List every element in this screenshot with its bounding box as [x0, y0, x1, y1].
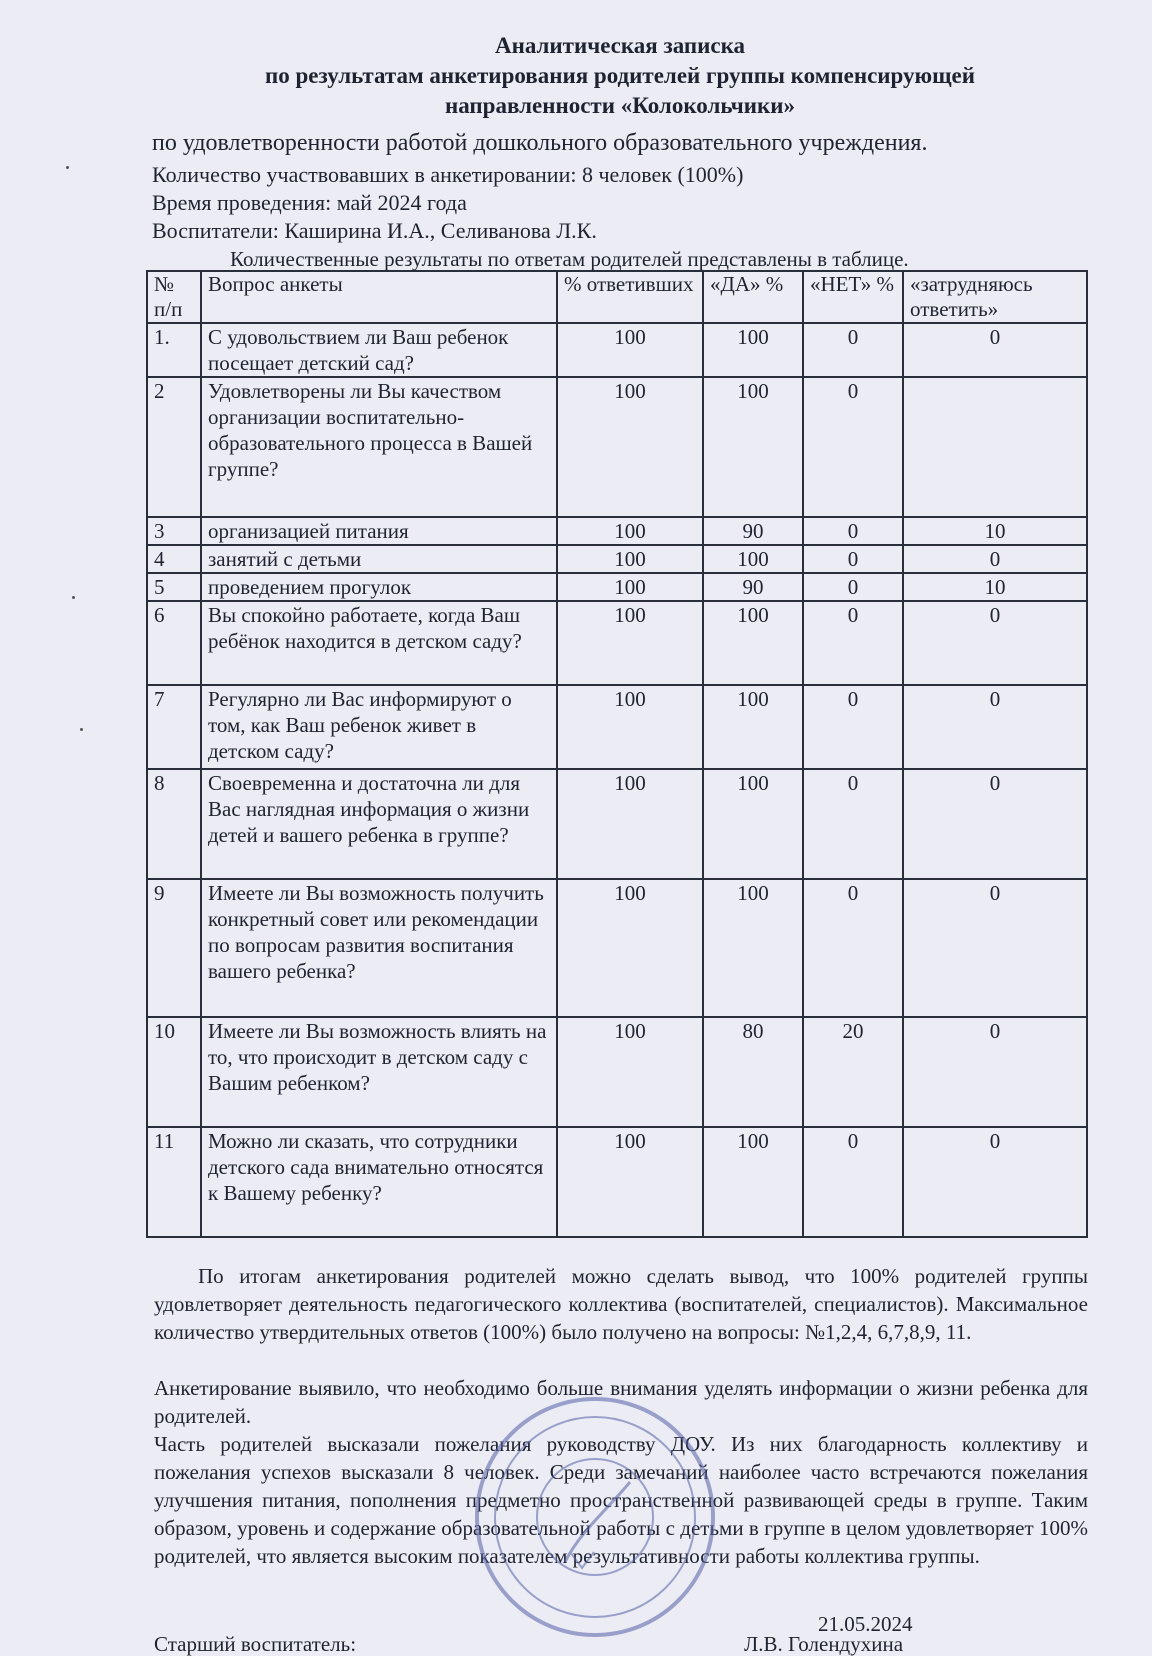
table-row [147, 323, 1087, 377]
row-no-pct: 0 [803, 601, 903, 685]
row-no-pct: 0 [803, 769, 903, 879]
row-hard-pct [903, 377, 1087, 517]
row-yes-pct: 100 [703, 377, 803, 517]
row-answered-pct: 100 [557, 517, 703, 545]
row-number: 8 [147, 769, 201, 879]
row-answered-pct: 100 [557, 573, 703, 601]
row-question: Вы спокойно работаете, когда Ваш ребёнок находится в детском саду? [201, 601, 557, 685]
row-no-pct: 0 [803, 545, 903, 573]
doc-title-line2: по результатам анкетирования родителей группы компенсирующей [265, 63, 975, 88]
table-row [147, 1017, 1087, 1127]
table-row [147, 517, 1087, 545]
row-hard-pct: 0 [903, 879, 1087, 1017]
row-number: 2 [147, 377, 201, 517]
col-header-number: № п/п [147, 271, 201, 323]
row-hard-pct: 0 [903, 545, 1087, 573]
row-answered-pct: 100 [557, 601, 703, 685]
row-yes-pct: 100 [703, 879, 803, 1017]
signature-role: Старший воспитатель: [154, 1632, 357, 1656]
row-number: 3 [147, 517, 201, 545]
table-row [147, 1127, 1087, 1237]
participants-count: Количество участвовавших в анкетировании: 8 человек (100%) [152, 162, 744, 187]
row-yes-pct: 100 [703, 1127, 803, 1237]
scan-speck [80, 728, 83, 731]
row-yes-pct: 80 [703, 1017, 803, 1127]
row-yes-pct: 100 [703, 545, 803, 573]
row-question: Можно ли сказать, что сотрудники детского сада внимательно относятся к Вашему ребенку? [201, 1127, 557, 1237]
row-question: Регулярно ли Вас информируют о том, как Ваш ребенок живет в детском саду? [201, 685, 557, 769]
row-no-pct: 20 [803, 1017, 903, 1127]
table-row [147, 573, 1087, 601]
scan-speck [66, 166, 69, 169]
row-answered-pct: 100 [557, 1127, 703, 1237]
conclusion-paragraph-1: По итогам анкетирования родителей можно сделать вывод, что 100% родителей группы удовлетворяет деятельность педагогического коллектива (воспитателей, специалистов). Максимальное количество утвердительных ответов (100%) было получено на вопросы: №1,2,4, 6,7,8,9, 11. [154, 1264, 1088, 1344]
row-yes-pct: 90 [703, 517, 803, 545]
row-number: 7 [147, 685, 201, 769]
row-hard-pct: 0 [903, 1017, 1087, 1127]
table-row [147, 685, 1087, 769]
survey-time: Время проведения: май 2024 года [152, 190, 467, 215]
row-question: организацией питания [201, 517, 557, 545]
row-hard-pct: 0 [903, 1127, 1087, 1237]
row-number: 6 [147, 601, 201, 685]
col-header-no: «НЕТ» % [803, 271, 903, 323]
doc-subtitle: по удовлетворенности работой дошкольного образовательного учреждения. [152, 130, 928, 156]
col-header-answered: % ответивших [557, 271, 703, 323]
row-question: Удовлетворены ли Вы качеством организации воспитательно-образовательного процесса в Вашей группе? [201, 377, 557, 517]
row-yes-pct: 100 [703, 601, 803, 685]
row-hard-pct: 0 [903, 323, 1087, 377]
table-intro: Количественные результаты по ответам родителей представлены в таблице. [230, 247, 909, 271]
table-header-row [147, 271, 1087, 323]
row-answered-pct: 100 [557, 545, 703, 573]
row-question: Имеете ли Вы возможность влиять на то, что происходит в детском саду с Вашим ребенком? [201, 1017, 557, 1127]
signature-date: 21.05.2024 [818, 1612, 913, 1636]
row-answered-pct: 100 [557, 323, 703, 377]
row-yes-pct: 90 [703, 573, 803, 601]
row-hard-pct: 0 [903, 601, 1087, 685]
row-no-pct: 0 [803, 573, 903, 601]
row-number: 10 [147, 1017, 201, 1127]
row-answered-pct: 100 [557, 377, 703, 517]
row-number: 4 [147, 545, 201, 573]
row-number: 5 [147, 573, 201, 601]
row-no-pct: 0 [803, 517, 903, 545]
row-no-pct: 0 [803, 323, 903, 377]
row-number: 1. [147, 323, 201, 377]
row-hard-pct: 10 [903, 573, 1087, 601]
row-yes-pct: 100 [703, 769, 803, 879]
col-header-yes: «ДА» % [703, 271, 803, 323]
row-number: 11 [147, 1127, 201, 1237]
row-question: С удовольствием ли Ваш ребенок посещает детский сад? [201, 323, 557, 377]
table-row [147, 545, 1087, 573]
row-hard-pct: 10 [903, 517, 1087, 545]
table-row [147, 601, 1087, 685]
row-question: Имеете ли Вы возможность получить конкретный совет или рекомендации по вопросам развития воспитания вашего ребенка? [201, 879, 557, 1017]
row-answered-pct: 100 [557, 769, 703, 879]
row-no-pct: 0 [803, 377, 903, 517]
teachers: Воспитатели: Каширина И.А., Селиванова Л.К. [152, 218, 597, 243]
signature-name: Л.В. Голендухина [744, 1632, 904, 1656]
col-header-hard-to-say: «затрудняюсь ответить» [903, 271, 1087, 323]
table-row [147, 769, 1087, 879]
round-stamp-icon [470, 1392, 720, 1642]
row-no-pct: 0 [803, 1127, 903, 1237]
row-hard-pct: 0 [903, 685, 1087, 769]
row-question: Своевременна и достаточна ли для Вас наглядная информация о жизни детей и вашего ребенка в группе? [201, 769, 557, 879]
survey-results-table [146, 270, 1088, 1238]
conclusion-paragraph-2: Анкетирование выявило, что необходимо больше внимания уделять информации о жизни ребенка для родителей. [154, 1376, 1088, 1428]
table-row [147, 879, 1087, 1017]
row-yes-pct: 100 [703, 323, 803, 377]
doc-title: Аналитическая записка [494, 33, 746, 58]
table-row [147, 377, 1087, 517]
row-question: проведением прогулок [201, 573, 557, 601]
row-no-pct: 0 [803, 879, 903, 1017]
col-header-question: Вопрос анкеты [201, 271, 557, 323]
row-answered-pct: 100 [557, 685, 703, 769]
row-hard-pct: 0 [903, 769, 1087, 879]
doc-title-line3: направленности «Колокольчики» [444, 93, 796, 118]
row-answered-pct: 100 [557, 879, 703, 1017]
row-number: 9 [147, 879, 201, 1017]
row-answered-pct: 100 [557, 1017, 703, 1127]
row-yes-pct: 100 [703, 685, 803, 769]
conclusion-paragraph-3: Часть родителей высказали пожелания руководству ДОУ. Из них благодарность коллективу и пожелания успехов высказали 8 человек. Среди замечаний наиболее часто встречаются пожелания улучшения питания, пополнения предметно пространственной развивающей среды в группе. Таким образом, уровень и содержание образовательной работы с детьми в группе в целом удовлетворяет 100% родителей, что является высоким показателем результативности работы коллектива группы. [154, 1432, 1088, 1568]
row-no-pct: 0 [803, 685, 903, 769]
scan-speck [72, 596, 75, 599]
row-question: занятий с детьми [201, 545, 557, 573]
